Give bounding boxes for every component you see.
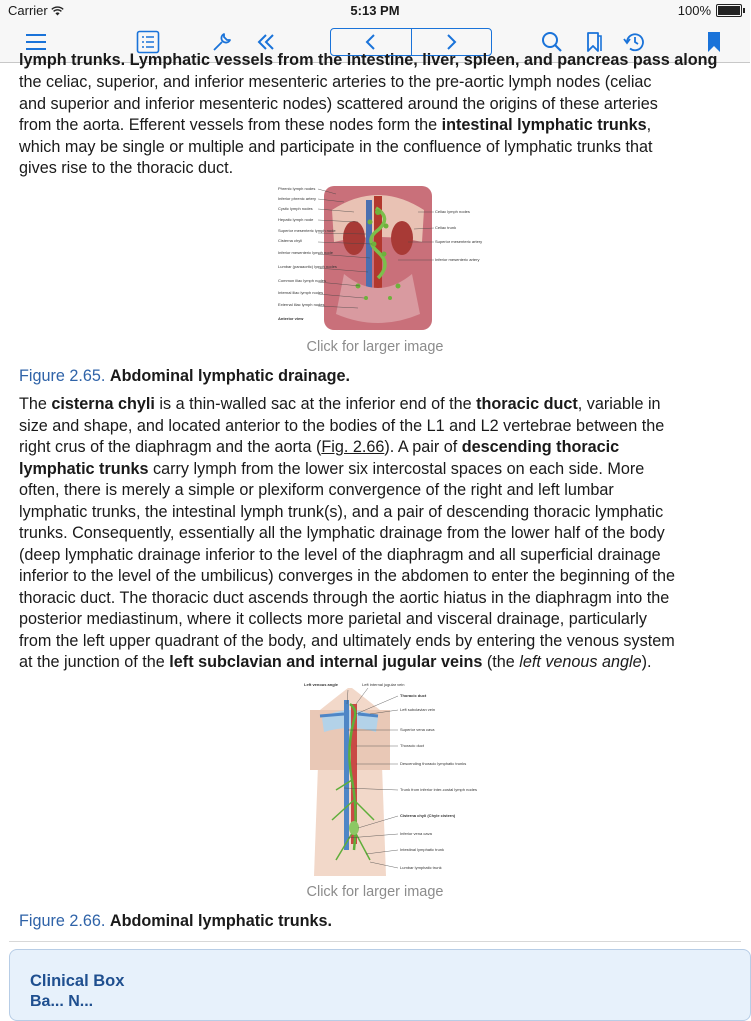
clinical-box-title: Clinical Box [30, 972, 125, 990]
status-bar [0, 0, 750, 22]
fig1-label: Inferior phrenic artery [278, 196, 317, 201]
fig1-label: Cisterna chyli [278, 238, 303, 243]
battery-indicator: 100% [678, 3, 742, 18]
fig2-label: Descending thoracic lymphatic trunks [400, 761, 467, 766]
fig2-label: Superior vena cava [400, 727, 435, 732]
figure-2-66-caption: Figure 2.66. Abdominal lymphatic trunks. [19, 912, 333, 930]
clock: 5:13 PM [350, 3, 400, 18]
figure-2-65-caption: Figure 2.65. Abdominal lymphatic drainage. [19, 367, 351, 385]
fig1-label: Inferior mesenteric artery [435, 257, 480, 262]
fig1-label: Celiac trunk [435, 225, 457, 230]
fig1-label: Hepatic lymph node [278, 217, 314, 222]
fig1-label: Cystic lymph nodes [278, 206, 313, 211]
chevron-left-icon [365, 34, 377, 50]
fig1-label: Inferior mesenteric lymph node [278, 250, 333, 255]
fig2-label: Inferior vena cava [400, 831, 432, 836]
clinical-box-subtitle: Ba... N... [30, 993, 94, 1010]
fig1-label: Anterior view [278, 316, 304, 321]
paragraph-2: The cisterna chyli is a thin-walled sac at the inferior end of the thoracic duct, variable in size and shape, and located anterior to the bodies of the L1 and L2 vertebrae between the right crus of the diaphragm and the aorta (Fig. 2.66). A pair of descending thoracic lymphatic trunks carry lymph from the lower six intercostal spaces on each side. More often, there is merely a simple or plexiform convergence of the right and left lumbar lymphatic trunks, the intestinal lymph trunk(s), and a pair of descending thoracic lymphatic trunks. Consequently, essentially all the lymphatic drainage from the lower half of the body (deep lymphatic drainage inferior to the level of the diaphragm and all superficial drainage inferior to the level of the umbilicus) converges in the abdomen to enter the beginning of the thoracic duct. The thoracic duct ascends through the aortic hiatus in the diaphragm into the posterior mediastinum, where it collects more parietal and visceral drainage, particularly from the left upper quadrant of the body, and ultimately ends by entering the venous system at the junction of the left subclavian and internal jugular veins (the left venous angle). [19, 395, 675, 671]
chevron-right-icon [445, 34, 457, 50]
carrier-label: Carrier [8, 3, 64, 18]
clinical-box[interactable] [9, 949, 751, 1021]
fig1-label: Celiac lymph nodes [435, 209, 470, 214]
figure-abdominal-lymphatic-trunks[interactable] [300, 680, 477, 878]
menu-icon [25, 33, 47, 51]
fig2-label: Thoracic duct [400, 743, 425, 748]
fig2-label: Trunk from inferior inter-costal lymph nodes [400, 787, 477, 792]
fig2-label: Thoracic duct [400, 693, 427, 698]
fig-2-66-link[interactable]: Fig. 2.66 [321, 438, 385, 456]
fig2-label: Lumbar lymphatic trunk [400, 865, 442, 870]
reader-content[interactable] [0, 51, 750, 1010]
battery-icon [716, 4, 742, 17]
figure-abdominal-lymphatic-drainage[interactable] [274, 182, 483, 332]
fig1-label: Lumbar (paraaortic) lymph nodes [278, 264, 337, 269]
fig1-label: Internal iliac lymph nodes [278, 290, 324, 295]
double-left-icon [256, 32, 276, 52]
paragraph-1: the celiac, superior, and inferior mesenteric arteries to the pre-aortic lymph nodes (celiac and superior and inferior mesenteric nodes) scattered around the origins of these arteries from the aorta. Efferent vessels from these nodes form the intestinal lymphatic trunks, which may be single or multiple and participate in the confluence of lymphatic trunks that gives rise to the thoracic duct. [19, 73, 658, 177]
fig2-label: Left internal jugular vein [362, 682, 405, 687]
figure-2-65-larger-link[interactable]: Click for larger image [306, 339, 444, 355]
fig1-label: Superior mesenteric lymph node [278, 228, 336, 233]
fig1-label: Superior mesenteric artery [435, 239, 483, 244]
fig2-label: Left venous angle [304, 682, 339, 687]
fig1-label: External iliac lymph nodes [278, 302, 325, 307]
fig1-label: Phrenic lymph nodes [278, 186, 316, 191]
figure-2-66-larger-link[interactable]: Click for larger image [306, 884, 444, 900]
fig2-label: Left subclavian vein [400, 707, 436, 712]
fig2-label: Cisterna chyli (Chyle cistern) [400, 813, 456, 818]
paragraph-cut: lymph trunks. Lymphatic vessels from the intestine, liver, spleen, and pancreas pass along [19, 51, 718, 69]
fig2-label: Intestinal lymphatic trunk [400, 847, 445, 852]
divider [9, 941, 741, 942]
fig1-label: Common iliac lymph nodes [278, 278, 327, 283]
